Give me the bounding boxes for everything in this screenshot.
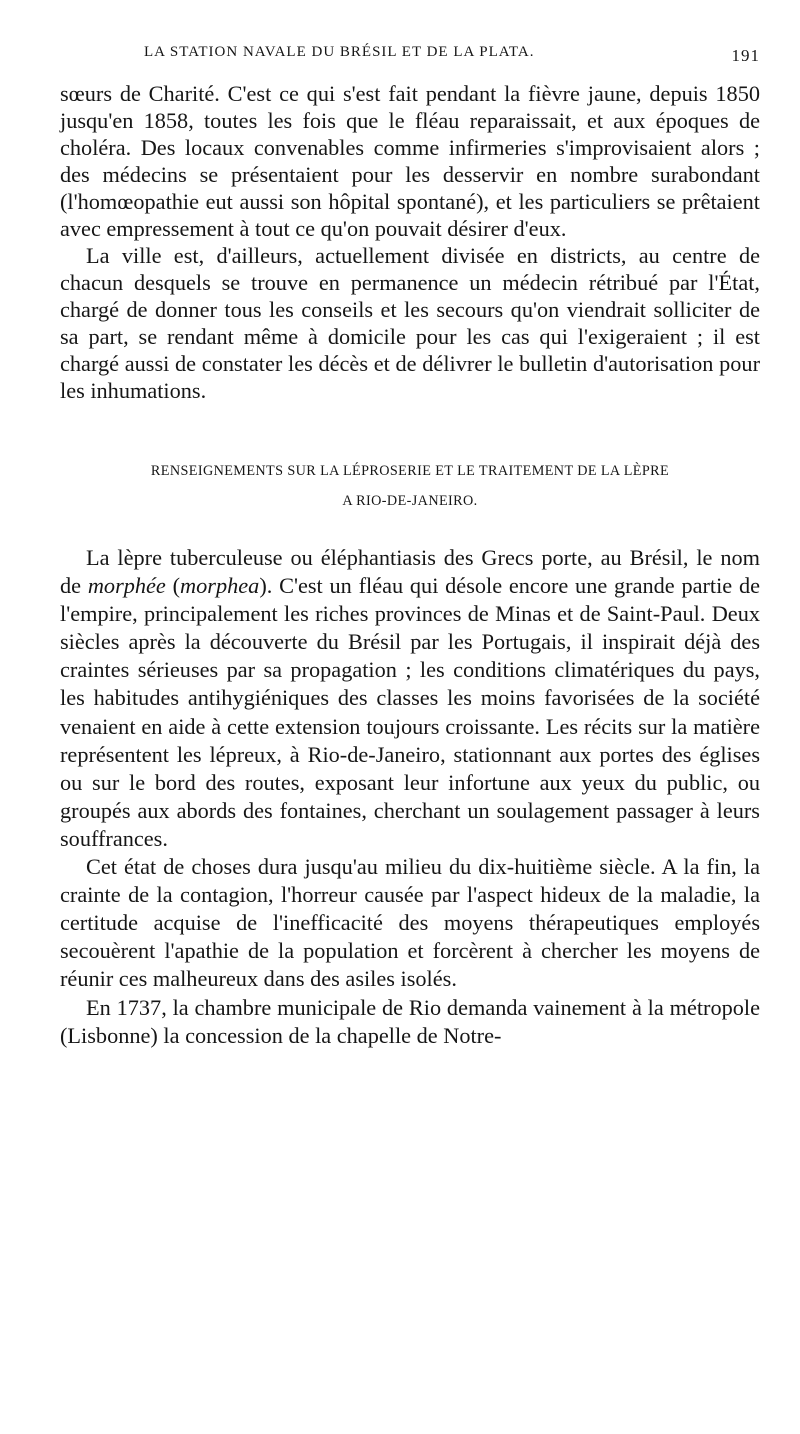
section-heading — [60, 456, 760, 516]
running-head — [60, 40, 760, 80]
leprosy-paren-open: ( — [165, 573, 181, 599]
section-heading-line-1: RENSEIGNEMENTS SUR LA LÉPROSERIE ET LE TRAITEMENT DE LA LÈPRE — [150, 463, 670, 479]
leprosy-text-start: La lèpre tuberculeuse ou éléphantiasis des Grecs porte, au Brésil, le nom de — [60, 545, 760, 599]
term-morphea: morphea — [180, 573, 260, 599]
paragraph-districts: La ville est, d'ailleurs, actuellement divisée en districts, au centre de chacun desquels se trouve en permanence un médecin rétribué par l'État, chargé de donner tous les conseils et les secours qu'on viendrait solliciter de sa part, se rendant même à domicile pour les cas qui l'exigeraient ; il est chargé aussi de constater les décès et de délivrer le bulletin d'autorisation pour les inhumations. — [60, 243, 760, 403]
paragraph-eighteenth-century: Cet état de choses dura jusqu'au milieu du dix-huitième siècle. A la fin, la crainte de la contagion, l'horreur causée par l'aspect hideux de la maladie, la certitude acquise de l'inefficacité des moyens thérapeutiques employés secouèrent l'apathie de la population et forcèrent à chercher les moyens de réunir ces malheureux dans des asiles isolés. — [60, 854, 760, 992]
paragraph-1737: En 1737, la chambre municipale de Rio demanda vainement à la métropole (Lisbonne) la concession de la chapelle de Notre- — [60, 994, 760, 1048]
body-text-bottom — [60, 544, 760, 1050]
book-page — [60, 40, 760, 1050]
paragraph-leprosy — [60, 544, 760, 853]
section-heading-line-2: A RIO-DE-JANEIRO. — [342, 493, 478, 509]
term-morphee: morphée — [87, 573, 166, 599]
page-number: 191 — [731, 46, 760, 65]
running-title: LA STATION NAVALE DU BRÉSIL ET DE LA PLATA. — [144, 44, 535, 60]
paragraph-charity: sœurs de Charité. C'est ce qui s'est fait pendant la fièvre jaune, depuis 1850 jusqu'en 1858, toutes les fois que le fléau reparaissait, et aux époques de choléra. Des locaux convenables comme infirmeries s'improvisaient alors ; des médecins se présentaient pour les desservir en nombre surabondant (l'homœopathie eut aussi son hôpital spontané), et les particuliers se prêtaient avec empressement à tout ce qu'on pouvait désirer d'eux. — [60, 81, 760, 241]
leprosy-text-rest: ). C'est un fléau qui désole encore une grande partie de l'empire, principalement les riches provinces de Minas et de Saint-Paul. Deux siècles après la découverte du Brésil par les Portugais, il inspirait déjà des craintes sérieuses par sa propagation ; les conditions climatériques du pays, les habitudes antihygiéniques des classes les moins favorisées de la société venaient en aide à cette extension toujours croissante. Les récits sur la matière représentent les lépreux, à Rio-de-Janeiro, stationnant aux portes des églises ou sur le bord des routes, exposant leur infortune aux yeux du public, ou groupés aux abords des fontaines, cherchant un soulagement passager à leurs souffrances. — [60, 573, 761, 851]
body-text-top — [60, 80, 760, 404]
